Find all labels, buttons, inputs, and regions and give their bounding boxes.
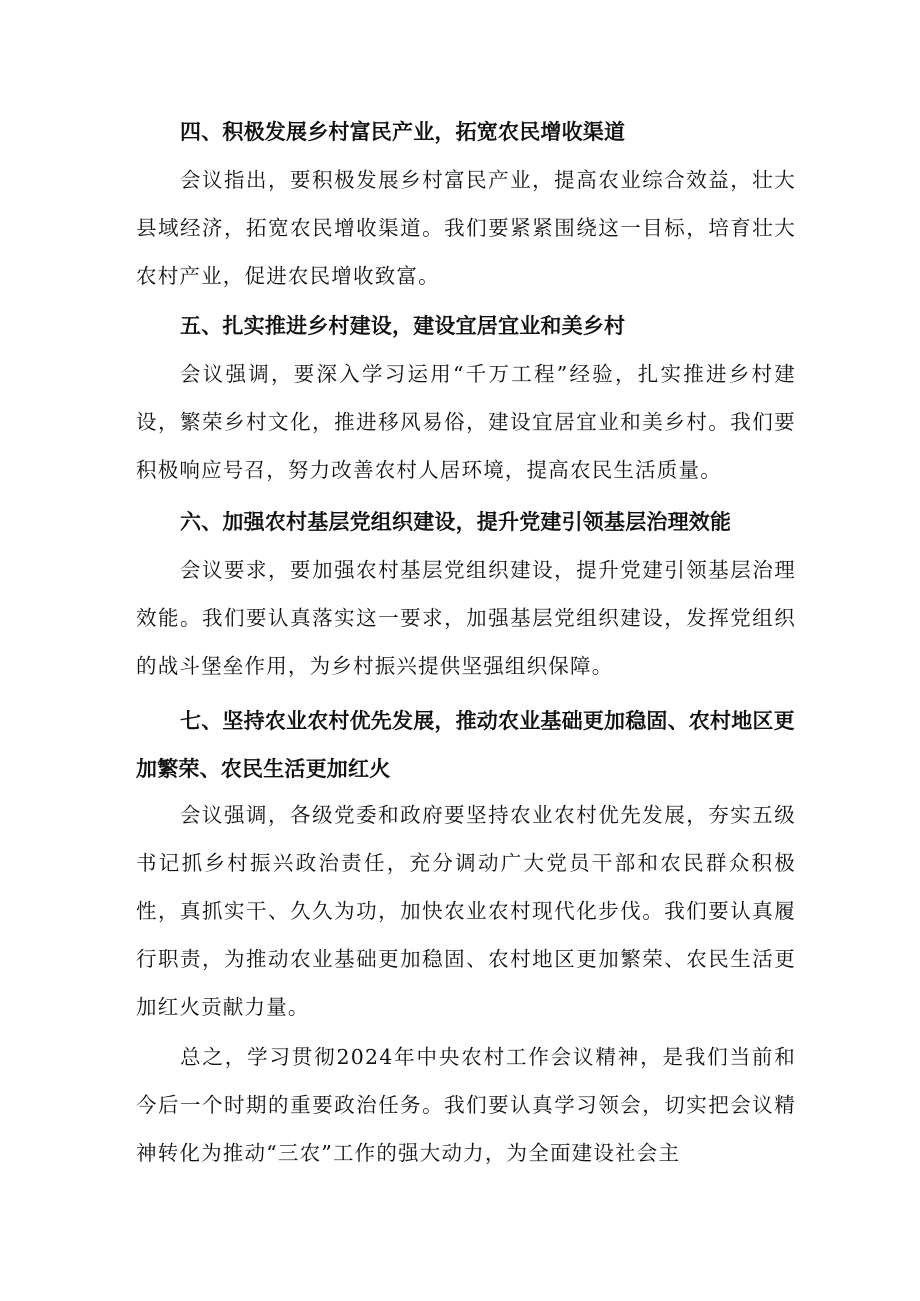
- section-6-body: 会议要求，要加强农村基层党组织建设，提升党建引领基层治理效能。我们要认真落实这一要求，加强基层党组织建设，发挥党组织的战斗堡垒作用，为乡村振兴提供坚强组织保障。: [136, 558, 796, 678]
- conclusion-paragraph: 总之，学习贯彻2024年中央农村工作会议精神，是我们当前和今后一个时期的重要政治任务。我们要认真学习领会，切实把会议精神转化为推动“三农”工作的强大动力，为全面建设社会主: [136, 1045, 796, 1165]
- section-5-heading: 五、扎实推进乡村建设，建设宜居宜业和美乡村: [180, 314, 626, 338]
- section-4-heading: 四、积极发展乡村富民产业，拓宽农民增收渠道: [180, 120, 626, 144]
- section-7-heading: 七、坚持农业农村优先发展，推动农业基础更加稳固、农村地区更加繁荣、农民生活更加红火: [136, 709, 795, 781]
- section-7-body: 会议强调，各级党委和政府要坚持农业农村优先发展，夯实五级书记抓乡村振兴政治责任，充分调动广大党员干部和农民群众积极性，真抓实干、久久为功，加快农业农村现代化步伐。我们要认真履行职责，为推动农业基础更加稳固、农村地区更加繁荣、农民生活更加红火贡献力量。: [136, 803, 796, 1019]
- section-4-body: 会议指出，要积极发展乡村富民产业，提高农业综合效益，壮大县域经济，拓宽农民增收渠道。我们要紧紧围绕这一目标，培育壮大农村产业，促进农民增收致富。: [136, 168, 796, 288]
- section-5-body: 会议强调，要深入学习运用“千万工程”经验，扎实推进乡村建设，繁荣乡村文化，推进移风易俗，建设宜居宜业和美乡村。我们要积极响应号召，努力改善农村人居环境，提高农民生活质量。: [136, 362, 796, 482]
- section-6-heading: 六、加强农村基层党组织建设，提升党建引领基层治理效能: [180, 510, 732, 534]
